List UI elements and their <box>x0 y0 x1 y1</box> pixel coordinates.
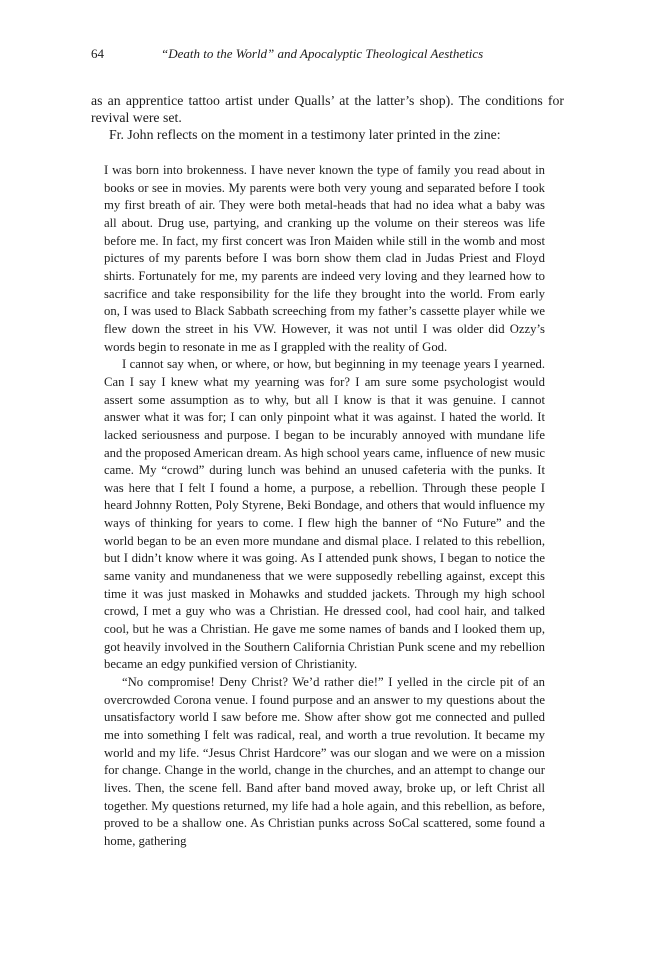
body-text <box>91 92 564 144</box>
body-paragraph-intro: Fr. John reflects on the moment in a testimony later printed in the zine: <box>109 127 501 143</box>
quote-paragraph-1: I was born into brokenness. I have never known the type of family you read about in books or see in movies. My parents were both very young and separated before I took my first breath of air. They were both metal-heads that had no idea what a baby was all about. Drug use, partying, and cranking up the volume on their stereos was life before me. In fact, my first concert was Iron Maiden while still in the womb and most pictures of my parents before I was born show them clad in Judas Priest and Floyd shirts. Fortunately for me, my parents are indeed very loving and they learned how to sacrifice and take responsibility for the life they brought into the world. From early on, I was used to Black Sabbath screeching from my father’s cassette player while we flew down the street in his VW. However, it was not until I was older did Ozzy’s words begin to resonate in me as I grappled with the reality of God. <box>104 163 545 354</box>
running-title: “Death to the World” and Apocalyptic Theological Aesthetics <box>161 46 484 61</box>
body-paragraph-continued: as an apprentice tattoo artist under Qualls’ at the latter’s shop). The conditions for revival were set. <box>91 93 564 126</box>
quote-paragraph-2: I cannot say when, or where, or how, but beginning in my teenage years I yearned. Can I say I knew what my yearning was for? I am sure some psychologist would assert some assumption as to why, but all I know is that it was genuine. I cannot answer what it was for; I can only pinpoint what it was against. I hated the world. It lacked seriousness and purpose. I began to be incurably annoyed with mundane life and the proposed American dream. As high school years came, influence of new music came. My “crowd” during lunch was behind an unused cafeteria with the punks. It was here that I felt I found a home, a purpose, a rebellion. Through these people I heard Johnny Rotten, Poly Styrene, Beki Bondage, and others that would influence my ways of thinking for years to come. I flew high the banner of “No Future” and the world began to be an even more mundane and dismal place. I related to this rebellion, but I didn’t know where it was going. As I attended punk shows, I began to notice the same vanity and mundaneness that we were supposedly rebelling against, except this time it was just masked in Mohawks and studded jackets. Through my high school crowd, I met a guy who was a Christian. He dressed cool, had cool hair, and talked cool, but he was a Christian. He gave me some names of bands and I looked them up, got heavily involved in the Southern California Christian Punk scene and my rebellion became an edgy punkified version of Christianity. <box>104 357 545 672</box>
block-quote <box>104 162 545 851</box>
quote-paragraph-3: “No compromise! Deny Christ? We’d rather die!” I yelled in the circle pit of an overcrowded Corona venue. I found purpose and an answer to my questions about the unsatisfactory world I saw before me. Show after show got me connected and pulled me into something I felt was radical, real, and worth a true revolution. It became my world and my life. “Jesus Christ Hardcore” was our slogan and we were on a mission for change. Change in the world, change in the churches, and an attempt to change our lives. Then, the scene fell. Band after band moved away, broke up, or left Christ all together. My questions returned, my life had a hole again, and this rebellion, as before, proved to be a shallow one. As Christian punks across SoCal scattered, some found a home, gathering <box>104 675 545 848</box>
page-number: 64 <box>91 46 104 61</box>
